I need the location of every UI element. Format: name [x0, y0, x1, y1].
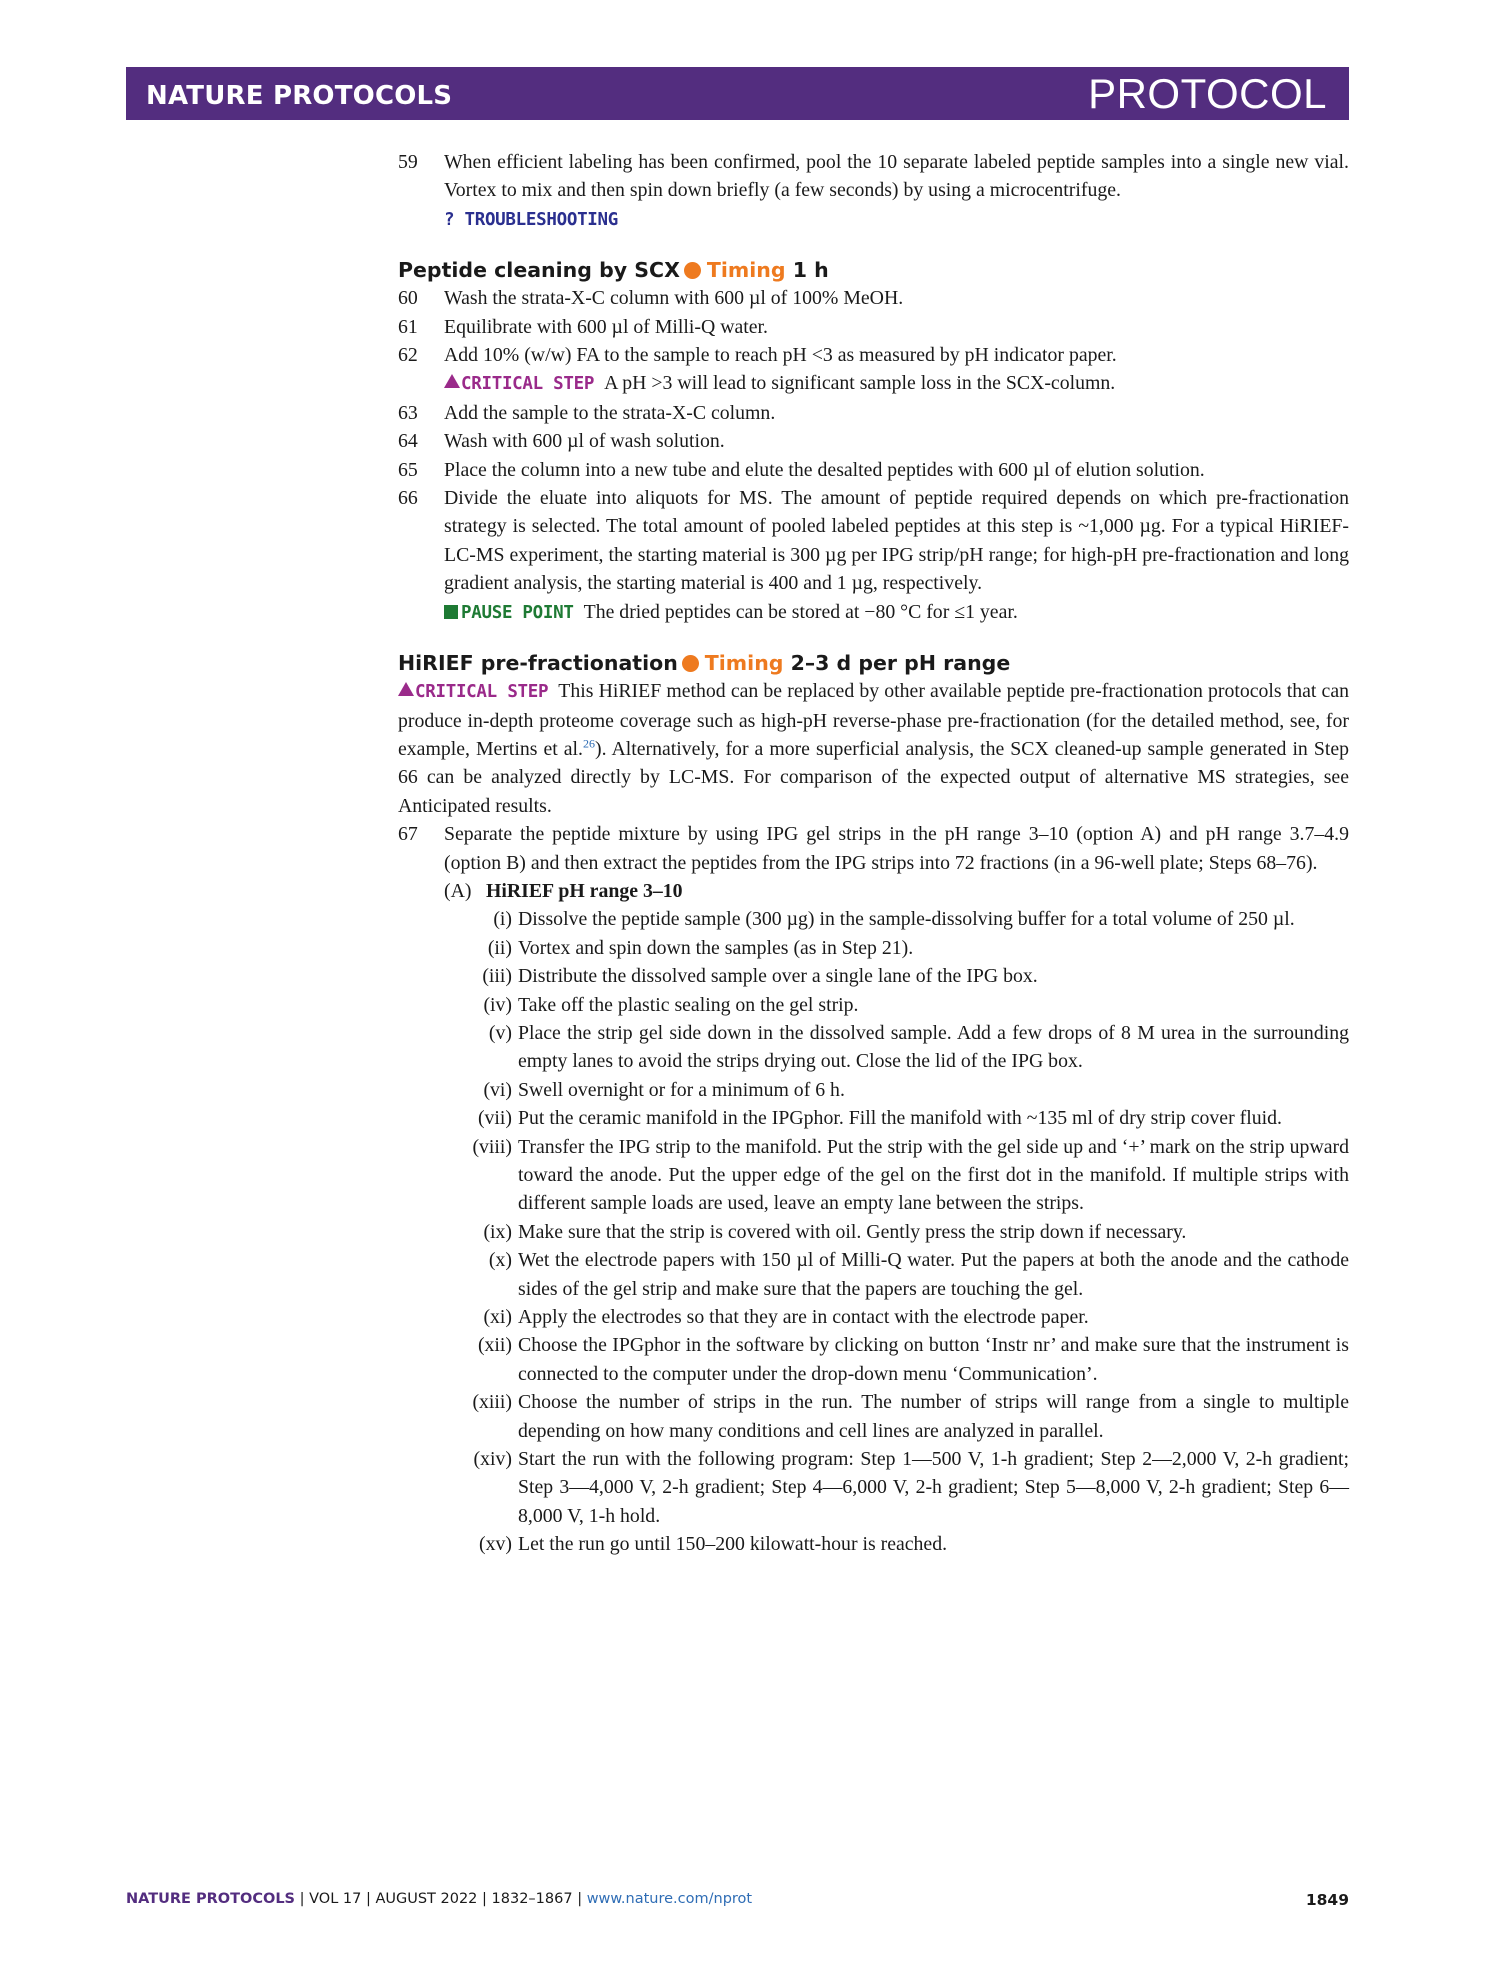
substep-number: (vi) — [483, 1078, 512, 1101]
step-text: When efficient labeling has been confirmed, pool the 10 separate labeled peptide samples into a single new vial. Vortex to mix and then spin down briefly (a few seconds) by using a microcentrifuge. — [444, 151, 1349, 202]
step-number: 64 — [398, 430, 418, 453]
substep — [398, 991, 1349, 1019]
step-text: Wash the strata-X-C column with 600 µl of 100% MeOH. — [444, 287, 904, 310]
option-letter: (A) — [444, 879, 472, 902]
substep-number: (viii) — [472, 1135, 512, 1158]
step-text: Separate the peptide mixture by using IPG gel strips in the pH range 3–10 (option A) and pH range 3.7–4.9 (option B) and then extract the peptides from the IPG strips into 72 fractions (in a 96-well plate; Steps 68–76). — [444, 823, 1349, 874]
article-type: PROTOCOL — [1088, 70, 1327, 117]
pause-square-icon — [444, 605, 458, 619]
substep — [398, 1530, 1349, 1558]
substep-number: (xi) — [483, 1306, 512, 1329]
step-number: 67 — [398, 823, 418, 846]
timing-label: Timing — [704, 651, 784, 676]
substep-number: (iii) — [482, 965, 512, 988]
critical-step-note — [444, 369, 1349, 398]
main-content — [398, 148, 1349, 1559]
timing-dot-icon — [682, 655, 699, 672]
timing-value: 2–3 d per pH range — [790, 651, 1011, 676]
substep-number: (iv) — [483, 993, 512, 1016]
substep — [398, 1331, 1349, 1388]
footer-date: AUGUST 2022 — [375, 1891, 478, 1907]
section-heading-scx — [398, 256, 1349, 284]
step-text: Add the sample to the strata-X-C column. — [444, 401, 776, 424]
substep-text: Vortex and spin down the samples (as in Step 21). — [518, 936, 914, 959]
footer-volume: VOL 17 — [309, 1891, 362, 1907]
page-number: 1849 — [1305, 1891, 1349, 1909]
option-title: HiRIEF pH range 3–10 — [486, 879, 683, 902]
footer-journal: NATURE PROTOCOLS — [126, 1891, 296, 1907]
footer-pages: 1832–1867 — [491, 1891, 573, 1907]
pause-point-note — [444, 598, 1349, 627]
substep-text: Start the run with the following program: Step 1—500 V, 1-h gradient; Step 2—2,000 V, 2-h gradient; Step 3—4,000 V, 2-h gradient; Step 4—6,000 V, 2-h gradient; Step 5—8,000 V, 2-h gradient; Step 6—8,000 V, 1-h hold. — [518, 1448, 1349, 1527]
substep — [398, 1133, 1349, 1218]
footer-separator: | — [482, 1891, 487, 1907]
step-number: 65 — [398, 458, 418, 481]
substep-text: Dissolve the peptide sample (300 µg) in the sample-dissolving buffer for a total volume of 250 µl. — [518, 908, 1295, 931]
footer-separator: | — [577, 1891, 583, 1907]
substep-text: Wet the electrode papers with 150 µl of Milli-Q water. Put the papers at both the anode and the cathode sides of the gel strip and make sure that the papers are touching the gel. — [518, 1249, 1349, 1300]
substep — [398, 905, 1349, 933]
substep-text: Place the strip gel side down in the dissolved sample. Add a few drops of 8 M urea in the surrounding empty lanes to avoid the strips drying out. Close the lid of the IPG box. — [518, 1021, 1349, 1073]
substep-number: (vii) — [477, 1107, 512, 1130]
option-a-heading — [444, 877, 1349, 905]
substep — [398, 1218, 1349, 1246]
timing-label: Timing — [706, 258, 786, 283]
substep-number: (i) — [493, 908, 512, 931]
substep — [398, 934, 1349, 962]
substep-text: Take off the plastic sealing on the gel strip. — [518, 993, 859, 1016]
critical-step-label: CRITICAL STEP — [415, 682, 549, 703]
critical-step-text-continued: ). Alternatively, for a more superficial analysis, the SCX cleaned-up sample generated in Step 66 can be analyzed directly by LC-MS. For comparison of the expected output of alternative MS strategies, see Anticipated results. — [398, 737, 1349, 817]
footer-separator: | — [299, 1891, 305, 1907]
critical-step-text: A pH >3 will lead to significant sample loss in the SCX-column. — [604, 372, 1116, 395]
step-64 — [398, 427, 1349, 455]
critical-step-text: This HiRIEF method can be replaced by other available peptide pre-fractionation protocols that can produce in-depth proteome coverage such as high-pH reverse-phase pre-fractionation (for the detailed method, see, for example, Mertins et al. — [398, 680, 1349, 760]
substep-text: Transfer the IPG strip to the manifold. Put the strip with the gel side up and ‘+’ mark on the strip upward toward the anode. Put the upper edge of the gel on the first dot in the manifold. If multiple strips with different sample loads are used, leave an empty lane between the strips. — [518, 1135, 1349, 1215]
warning-triangle-icon — [398, 682, 414, 696]
substep — [398, 1445, 1349, 1530]
section-heading-hirief — [398, 649, 1349, 677]
substep-number: (xii) — [477, 1334, 512, 1357]
troubleshooting-link[interactable]: ? TROUBLESHOOTING — [444, 209, 619, 230]
critical-step-note — [398, 677, 1349, 820]
footer-url-link[interactable]: www.nature.com/nprot — [586, 1891, 753, 1907]
step-number: 60 — [398, 287, 418, 310]
substep — [398, 1076, 1349, 1104]
warning-triangle-icon — [444, 374, 460, 388]
step-66 — [398, 484, 1349, 627]
step-text: Equilibrate with 600 µl of Milli-Q water. — [444, 315, 768, 338]
section-title: HiRIEF pre-fractionation — [398, 651, 678, 676]
substep — [398, 1303, 1349, 1331]
substep — [398, 1019, 1349, 1076]
substep-number: (xiv) — [473, 1448, 512, 1471]
substep — [398, 962, 1349, 990]
substep-number: (ix) — [483, 1220, 512, 1243]
substep-text: Apply the electrodes so that they are in contact with the electrode paper. — [518, 1306, 1089, 1329]
step-61 — [398, 313, 1349, 341]
step-63 — [398, 399, 1349, 427]
timing-value: 1 h — [792, 258, 829, 283]
substep-text: Distribute the dissolved sample over a single lane of the IPG box. — [518, 965, 1038, 988]
pause-point-text: The dried peptides can be stored at −80 °C for ≤1 year. — [583, 600, 1018, 623]
substep-number: (x) — [488, 1249, 512, 1272]
step-67 — [398, 820, 1349, 877]
step-number: 62 — [398, 344, 418, 367]
step-59 — [398, 148, 1349, 234]
footer-separator: | — [365, 1891, 371, 1907]
journal-name: NATURE PROTOCOLS — [146, 81, 453, 111]
substep-text: Swell overnight or for a minimum of 6 h. — [518, 1078, 845, 1101]
step-62 — [398, 341, 1349, 399]
step-text: Place the column into a new tube and elute the desalted peptides with 600 µl of elution solution. — [444, 458, 1205, 481]
substep-text: Choose the IPGphor in the software by clicking on button ‘Instr nr’ and make sure that the instrument is connected to the computer under the drop-down menu ‘Communication’. — [518, 1334, 1349, 1385]
step-number: 59 — [398, 151, 418, 173]
reference-link[interactable]: 26 — [583, 736, 595, 751]
substep-text: Put the ceramic manifold in the IPGphor. Fill the manifold with ~135 ml of dry strip cover fluid. — [518, 1107, 1282, 1130]
step-text: Add 10% (w/w) FA to the sample to reach pH <3 as measured by pH indicator paper. — [444, 344, 1117, 367]
substep — [398, 1246, 1349, 1303]
section-title: Peptide cleaning by SCX — [398, 258, 680, 283]
step-text: Divide the eluate into aliquots for MS. The amount of peptide required depends on which pre-fractionation strategy is selected. The total amount of pooled labeled peptides at this step is ~1,000 µg. For a typical HiRIEF-LC-MS experiment, the starting material is 300 µg per IPG strip/pH range; for high-pH pre-fractionation and long gradient analysis, the starting material is 400 and 1 µg, respectively. — [444, 487, 1349, 595]
substep-text: Make sure that the strip is covered with oil. Gently press the strip down if necessary. — [518, 1220, 1187, 1243]
timing-dot-icon — [684, 262, 701, 279]
substep-number: (ii) — [487, 936, 512, 959]
page-footer — [126, 1891, 1349, 1907]
substep-text: Choose the number of strips in the run. The number of strips will range from a single to multiple depending on how many conditions and cell lines are analyzed in parallel. — [518, 1391, 1349, 1442]
substep — [398, 1104, 1349, 1132]
substep-text: Let the run go until 150–200 kilowatt-hour is reached. — [518, 1533, 948, 1556]
critical-step-label: CRITICAL STEP — [461, 374, 595, 395]
header-bar — [126, 67, 1349, 120]
substep — [398, 1388, 1349, 1445]
step-65 — [398, 456, 1349, 484]
step-text: Wash with 600 µl of wash solution. — [444, 430, 725, 453]
substep-number: (xv) — [479, 1533, 512, 1556]
substep-number: (xiii) — [472, 1391, 512, 1414]
step-60 — [398, 284, 1349, 312]
step-number: 66 — [398, 487, 418, 510]
pause-point-label: PAUSE POINT — [461, 602, 574, 623]
substep-number: (v) — [488, 1021, 512, 1044]
step-number: 61 — [398, 315, 418, 338]
step-number: 63 — [398, 401, 418, 424]
